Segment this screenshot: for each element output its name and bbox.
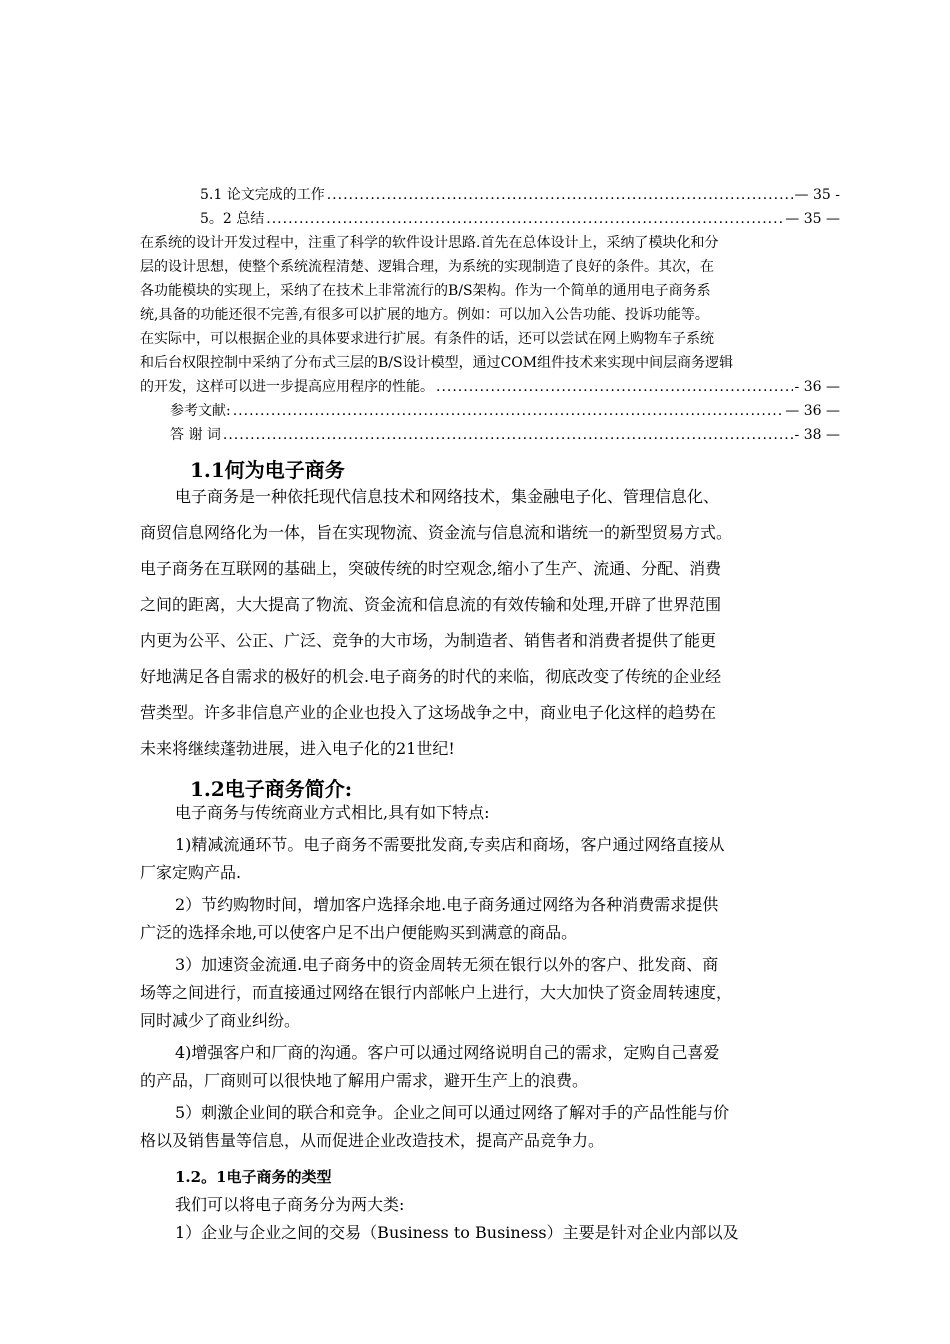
toc-page-number: — 36 — (785, 403, 840, 419)
paragraph-line: 营类型。许多非信息产业的企业也投入了这场战争之中，商业电子化这样的趋势在 (140, 703, 717, 722)
toc-leader-dots (223, 423, 793, 447)
list-item: 1)精减流通环节。电子商务不需要批发商,专卖店和商场，客户通过网络直接从 (175, 835, 725, 854)
toc-item-text: 答 谢 词 (170, 427, 221, 443)
list-item: 2）节约购物时间，增加客户选择余地.电子商务通过网络为各种消费需求提供 (175, 895, 719, 914)
paragraph-line: 电子商务是一种依托现代信息技术和网络技术，集金融电子化、管理信息化、 (175, 487, 720, 506)
heading-section-1-1: 1.1何为电子商务 (190, 458, 345, 482)
toc-paragraph-line: 和后台权限控制中采纳了分布式三层的B/S设计模型，通过COM组件技术来实现中间层商务逻辑 (140, 355, 734, 371)
toc-item-references[interactable] (140, 399, 840, 423)
list-item: 4)增强客户和厂商的沟通。客户可以通过网络说明自己的需求，定购自己喜爱 (175, 1043, 720, 1062)
list-item-continuation: 格以及销售量等信息，从而促进企业改造技术，提高产品竞争力。 (140, 1131, 605, 1150)
section-1-2-intro: 电子商务与传统商业方式相比,具有如下特点: (175, 803, 490, 822)
toc-paragraph-line: 在系统的设计开发过程中，注重了科学的软件设计思路.首先在总体设计上，采纳了模块化和分 (140, 235, 719, 251)
toc-item-acknowledgements[interactable] (140, 423, 840, 447)
toc-item-text: 5。2 总结 (200, 211, 265, 227)
toc-leader-dots (327, 183, 793, 207)
section-1-2-1-intro: 我们可以将电子商务分为两大类: (175, 1195, 405, 1214)
list-item-continuation: 场等之间进行，而直接通过网络在银行内部帐户上进行，大大加快了资金周转速度， (140, 983, 733, 1002)
list-item-continuation: 同时减少了商业纠纷。 (140, 1011, 301, 1030)
list-item-continuation: 广泛的选择余地,可以使客户足不出户便能购买到满意的商品。 (140, 923, 578, 942)
toc-item-text: 的开发，这样可以进一步提高应用程序的性能。 (140, 379, 434, 395)
table-of-contents (140, 183, 840, 447)
toc-item-5-2[interactable] (140, 207, 840, 231)
list-item: 1）企业与企业之间的交易（Business to Business）主要是针对企业内部以及 (175, 1223, 739, 1242)
toc-page-number: - 38 — (794, 427, 840, 443)
toc-paragraph-line: 层的设计思想，使整个系统流程清楚、逻辑合理，为系统的实现制造了良好的条件。其次，在 (140, 259, 714, 275)
heading-section-1-2-1: 1.2。1电子商务的类型 (175, 1168, 332, 1186)
toc-paragraph-line: 各功能模块的实现上，采纳了在技术上非常流行的B/S架构。作为一个简单的通用电子商务系 (140, 283, 711, 299)
paragraph-line: 电子商务在互联网的基础上，突破传统的时空观念,缩小了生产、流通、分配、消费 (140, 559, 722, 578)
toc-item-text: 5.1 论文完成的工作 (200, 187, 325, 203)
toc-conclusion-last-line[interactable] (140, 375, 840, 399)
list-item: 3）加速资金流通.电子商务中的资金周转无须在银行以外的客户、批发商、商 (175, 955, 719, 974)
list-item: 5）刺激企业间的联合和竞争。企业之间可以通过网络了解对手的产品性能与价 (175, 1103, 730, 1122)
toc-leader-dots (266, 207, 783, 231)
toc-leader-dots (436, 375, 793, 399)
paragraph-line: 之间的距离，大大提高了物流、资金流和信息流的有效传输和处理,开辟了世界范围 (140, 595, 722, 614)
toc-item-5-1[interactable] (140, 183, 840, 207)
toc-paragraph-line: 统,具备的功能还很不完善,有很多可以扩展的地方。例如：可以加入公告功能、投诉功能等。 (140, 307, 709, 323)
heading-section-1-2: 1.2电子商务简介: (190, 777, 353, 801)
toc-paragraph-line: 在实际中，可以根据企业的具体要求进行扩展。有条件的话，还可以尝试在网上购物车子系统 (140, 331, 714, 347)
toc-page-number: — 35 — (785, 211, 840, 227)
toc-conclusion-paragraph (140, 231, 840, 399)
paragraph-line: 商贸信息网络化为一体，旨在实现物流、资金流与信息流和谐统一的新型贸易方式。 (140, 523, 733, 542)
toc-page-number: - 36 — (794, 379, 840, 395)
list-item-continuation: 的产品，厂商则可以很快地了解用户需求，避开生产上的浪费。 (140, 1071, 589, 1090)
toc-page-number: — 35 - (794, 187, 840, 203)
toc-leader-dots (233, 399, 784, 423)
paragraph-line: 好地满足各自需求的极好的机会.电子商务的时代的来临，彻底改变了传统的企业经 (140, 667, 722, 686)
toc-item-text: 参考文献: (170, 403, 231, 419)
paragraph-line: 内更为公平、公正、广泛、竞争的大市场，为制造者、销售者和消费者提供了能更 (140, 631, 717, 650)
list-item-continuation: 厂家定购产品. (140, 863, 242, 882)
paragraph-line: 未来将继续蓬勃进展，进入电子化的21世纪! (140, 739, 455, 758)
